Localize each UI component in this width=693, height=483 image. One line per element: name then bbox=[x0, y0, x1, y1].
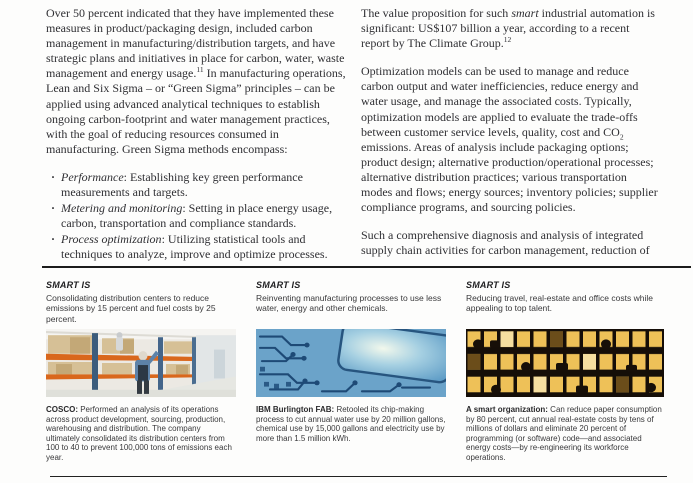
photo-caption bbox=[466, 405, 664, 463]
bullet-lead: Process optimization bbox=[61, 232, 162, 247]
co2-subscript: 2 bbox=[619, 132, 624, 142]
paragraph-value-proposition bbox=[361, 6, 661, 51]
smart-is-cards bbox=[46, 280, 664, 463]
bullet-item-process-optimization bbox=[48, 232, 346, 262]
paragraph-text: Optimization models can be used to manage and reduce carbon output and water inefficiencies, reduce energy and water usage, and manage the associated costs. Typically, optimization models are applied to evaluate the trade-offs between customer service levels, quality, cost and CO bbox=[361, 64, 639, 139]
smart-is-card-smart-organization bbox=[466, 280, 664, 463]
paragraph-text: industrial automation is significant: US$107 billion a year, according to a recent report by The Climate Group. bbox=[361, 6, 655, 51]
footnote-12: 12 bbox=[503, 35, 512, 45]
smart-is-card-cosco bbox=[46, 280, 236, 463]
photo-caption bbox=[256, 405, 446, 443]
smart-is-description: Reducing travel, real-estate and office costs while appealing to top talent. bbox=[466, 293, 653, 314]
footnote-11: 11 bbox=[196, 65, 204, 75]
paragraph-text: emissions. Areas of analysis include packaging options; product design; alternative production/operational processes; alternative distribution practices; various transportation modes and flows; energy sources; inventory policies; supplier compliance programs, and sourcing policies. bbox=[361, 139, 658, 215]
card-text-block bbox=[46, 280, 236, 329]
warehouse-distribution-center-photo bbox=[46, 329, 236, 397]
left-column bbox=[46, 6, 346, 264]
bullet-item-performance bbox=[48, 170, 346, 200]
caption-text: Performed an analysis of its operations across product development, sourcing, production, warehousing and distribution. The company ultimately consolidated its distribution centers from 100 to 40 to prevent 100,000 tons of emissions each year. bbox=[46, 405, 232, 462]
paragraph-text: The value proposition for such bbox=[361, 6, 512, 20]
smart-is-heading: SMART IS bbox=[46, 280, 91, 290]
smart-is-description: Consolidating distribution centers to reduce emissions by 15 percent and fuel costs by 25 percent. bbox=[46, 293, 216, 324]
paragraph-green-sigma bbox=[46, 6, 346, 157]
paragraph-optimization-models bbox=[361, 64, 661, 215]
smart-is-card-ibm-fab bbox=[256, 280, 446, 463]
smart-is-heading: SMART IS bbox=[466, 280, 511, 290]
paragraph-text: In manufacturing operations, Lean and Six Sigma – or “Green Sigma” principles – can be applied using advanced analytical techniques to establish ongoing carbon-footprint and water management practices, with the goal of reducing resources consumed in manufacturing. Green Sigma methods encompass: bbox=[46, 66, 346, 156]
smart-is-heading: SMART IS bbox=[256, 280, 301, 290]
office-building-night-photo bbox=[466, 329, 664, 397]
green-sigma-bullet-list bbox=[48, 170, 346, 263]
caption-lead: A smart organization: bbox=[466, 405, 548, 414]
caption-text: Retooled its chip-making process to cut annual water use by 20 million gallons, chemical use by 15,000 gallons and electricity use by more than 1.5 million kWh. bbox=[256, 405, 446, 443]
bullet-lead: Performance bbox=[61, 169, 124, 184]
section-divider-rule bbox=[42, 266, 691, 268]
bullet-text: : Setting in place energy usage, carbon, transportation and compliance standards. bbox=[61, 201, 333, 231]
card-text-block bbox=[466, 280, 664, 329]
paragraph-diagnosis: Such a comprehensive diagnosis and analysis of integrated supply chain activities for carbon management, reduction of bbox=[361, 228, 650, 258]
smart-is-description: Reinventing manufacturing processes to use less water, energy and other chemicals. bbox=[256, 293, 442, 314]
bullet-item-metering bbox=[48, 201, 346, 231]
bullet-lead: Metering and monitoring bbox=[61, 201, 183, 216]
page-footer-rule bbox=[50, 476, 667, 477]
caption-lead: COSCO: bbox=[46, 405, 78, 414]
circuit-board-chip-photo bbox=[256, 329, 446, 397]
right-column bbox=[361, 6, 661, 264]
caption-lead: IBM Burlington FAB: bbox=[256, 405, 335, 414]
photo-caption bbox=[46, 405, 236, 463]
bullet-text: : Establishing key green performance measurements and targets. bbox=[61, 169, 303, 200]
bullet-text: : Utilizing statistical tools and techniques to analyze, improve and optimize processes. bbox=[61, 232, 328, 262]
paragraph-text: Over 50 percent indicated that they have implemented these measures in product/packaging design, included carbon management in manufacturing/distribution targets, and have strategic plans and initiatives in place for carbon, water, waste management and energy usage. bbox=[46, 6, 345, 81]
caption-text: Can reduce paper consumption by 80 percent, cut annual real-estate costs by tens of millions of dollars and eliminate 20 percent of programming (or software) code—and associated energy costs—by re-engineering its workforce operations. bbox=[466, 405, 662, 462]
italic-word: smart bbox=[511, 6, 539, 20]
card-text-block bbox=[256, 280, 446, 329]
article-columns bbox=[46, 6, 662, 264]
